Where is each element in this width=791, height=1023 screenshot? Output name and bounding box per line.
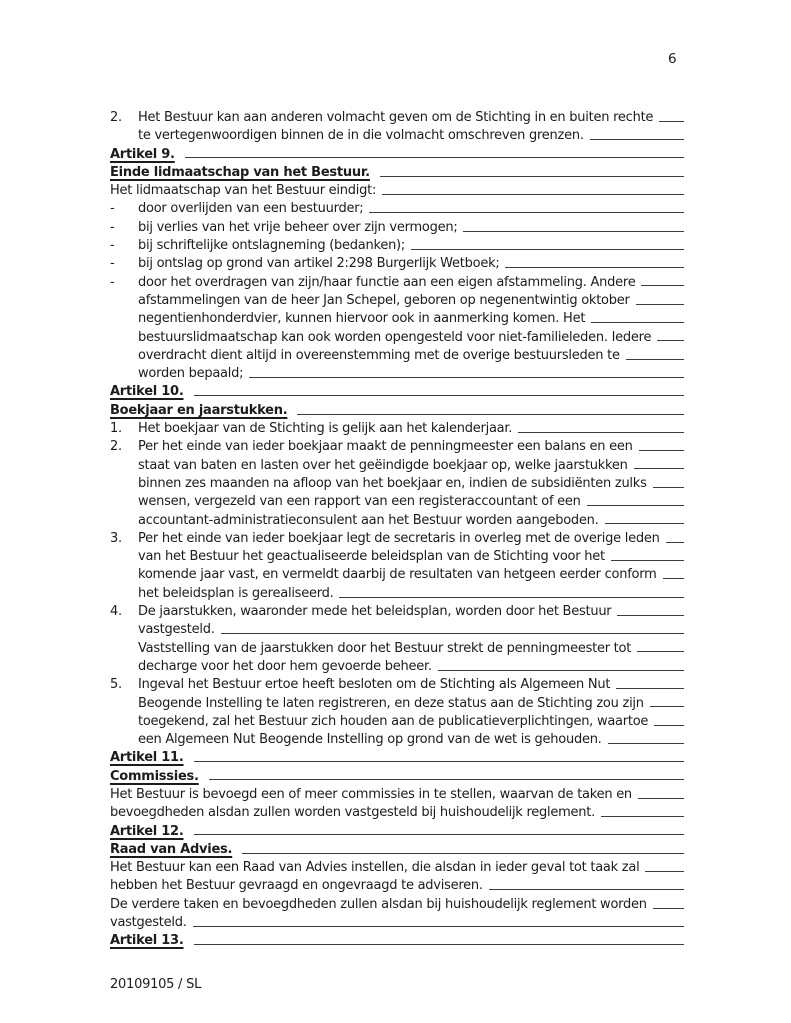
list-marker: 2. [110, 439, 122, 455]
text-line [110, 310, 684, 328]
text-line [110, 255, 684, 273]
fill-line [382, 182, 684, 195]
fill-line [369, 200, 684, 213]
line-text: accountant-administratieconsulent aan het Bestuur worden aangeboden. [138, 512, 599, 528]
line-text: bij schriftelijke ontslagneming (bedanken); [138, 238, 406, 254]
line-text: Vaststelling van de jaarstukken door het Bestuur strekt de penningmeester tot [138, 640, 632, 656]
fill-line [605, 512, 684, 525]
list-marker: 2. [110, 110, 122, 125]
fill-line [590, 127, 684, 140]
heading-line [110, 841, 684, 859]
text-line [110, 200, 684, 218]
line-text: toegekend, zal het Bestuur zich houden aan de publicatieverplichtingen, waartoe [138, 713, 649, 729]
line-text: decharge voor het door hem gevoerde beheer. [138, 658, 432, 674]
fill-line [339, 585, 684, 598]
line-text: Ingeval het Bestuur ertoe heeft besloten om de Stichting als Algemeen Nut [138, 677, 611, 693]
line-text: staat van baten en lasten over het geëindigde boekjaar op, welke jaarstukken [138, 457, 628, 473]
heading-line [110, 383, 684, 401]
text-line [110, 438, 684, 456]
text-line [110, 896, 684, 914]
line-text: te vertegenwoordigen binnen de in die volmacht omschreven grenzen. [138, 128, 584, 144]
heading-line [110, 146, 684, 164]
heading-line [110, 823, 684, 841]
fill-line [591, 310, 684, 323]
fill-line [249, 365, 684, 378]
heading-line [110, 402, 684, 420]
text-line [110, 530, 684, 548]
line-text: wensen, vergezeld van een rapport van een registeraccountant of een [138, 494, 581, 510]
fill-line [641, 274, 684, 287]
fill-line [657, 329, 684, 342]
list-marker: - [110, 274, 115, 290]
line-text: bevoegdheden alsdan zullen worden vastgesteld bij huishoudelijk reglement. [110, 805, 596, 821]
fill-line [193, 914, 684, 927]
fill-line [608, 731, 684, 744]
fill-line [221, 621, 684, 634]
fill-line [626, 347, 684, 360]
line-text: bij ontslag op grond van artikel 2:298 Burgerlijk Wetboek; [138, 256, 500, 272]
line-text: Het Bestuur is bevoegd een of meer commissies in te stellen, waarvan de taken en [110, 786, 632, 802]
fill-line [601, 804, 684, 817]
line-text: Het Bestuur kan aan anderen volmacht geven om de Stichting in en buiten rechte [138, 110, 654, 125]
line-text: Commissies. [110, 768, 199, 784]
list-marker: - [110, 201, 115, 217]
fill-line [616, 676, 684, 689]
fill-line [654, 713, 684, 726]
text-line [110, 914, 684, 932]
text-line [110, 292, 684, 310]
line-text: Per het einde van ieder boekjaar maakt de penningmeester een balans en een [138, 439, 633, 455]
line-text: Artikel 11. [110, 750, 184, 766]
fill-line [653, 475, 684, 488]
list-marker: - [110, 256, 115, 272]
line-text: afstammelingen van de heer Jan Schepel, geboren op negenentwintig oktober [138, 292, 630, 308]
text-line [110, 219, 684, 237]
list-marker: - [110, 238, 115, 254]
line-text: Artikel 13. [110, 933, 184, 949]
fill-line [634, 457, 684, 470]
line-text: De verdere taken en bevoegdheden zullen alsdan bij huishoudelijk reglement worden [110, 896, 647, 912]
fill-line [617, 603, 684, 616]
fill-line [194, 823, 684, 836]
line-text: Beogende Instelling te laten registreren, en deze status aan de Stichting zou zijn [138, 695, 644, 711]
text-line [110, 877, 684, 895]
fill-line [463, 219, 684, 232]
line-text: door overlijden van een bestuurder; [138, 201, 364, 217]
line-text: binnen zes maanden na afloop van het boekjaar en, indien de subsidiënten zulks [138, 475, 647, 491]
text-line [110, 676, 684, 694]
text-line [110, 347, 684, 365]
text-line [110, 859, 684, 877]
text-line [110, 585, 684, 603]
line-text: Einde lidmaatschap van het Bestuur. [110, 164, 370, 180]
line-text: een Algemeen Nut Beogende Instelling op grond van de wet is gehouden. [138, 732, 602, 748]
line-text: Het boekjaar van de Stichting is gelijk aan het kalenderjaar. [138, 421, 513, 437]
fill-line [209, 768, 684, 781]
fill-line [242, 841, 684, 854]
text-line [110, 493, 684, 511]
line-text: komende jaar vast, en vermeldt daarbij de resultaten van hetgeen eerder conform [138, 567, 657, 583]
list-marker: - [110, 219, 115, 235]
page-number: 6 [668, 51, 677, 67]
line-text: worden bepaald; [138, 366, 244, 382]
fill-line [587, 493, 684, 506]
fill-line [438, 658, 684, 671]
line-text: hebben het Bestuur gevraagd en ongevraagd te adviseren. [110, 878, 483, 894]
fill-line [659, 109, 684, 122]
line-text: Per het einde van ieder boekjaar legt de secretaris in overleg met de overige leden [138, 530, 660, 546]
line-text: vastgesteld. [110, 915, 187, 931]
line-text: negentienhonderdvier, kunnen hiervoor ook in aanmerking komen. Het [138, 311, 586, 327]
fill-line [489, 877, 684, 890]
fill-line [645, 859, 684, 872]
fill-line [637, 640, 684, 653]
text-line [110, 127, 684, 145]
text-line [110, 548, 684, 566]
list-marker: 3. [110, 530, 122, 546]
line-text: Artikel 12. [110, 823, 184, 839]
heading-line [110, 768, 684, 786]
fill-line [185, 146, 684, 159]
line-text: Artikel 10. [110, 384, 184, 400]
line-text: De jaarstukken, waaronder mede het beleidsplan, worden door het Bestuur [138, 604, 612, 620]
line-text: bestuurslidmaatschap kan ook worden opengesteld voor niet-familieleden. Iedere [138, 329, 652, 345]
text-line [110, 713, 684, 731]
fill-line [636, 292, 684, 305]
fill-line [666, 530, 684, 543]
fill-line [297, 402, 684, 415]
line-text: Het lidmaatschap van het Bestuur eindigt: [110, 183, 377, 199]
line-text: Artikel 9. [110, 146, 175, 162]
heading-line [110, 749, 684, 767]
text-line [110, 658, 684, 676]
text-line [110, 512, 684, 530]
fill-line [194, 383, 684, 396]
list-marker: 4. [110, 604, 122, 620]
fill-line [663, 566, 684, 579]
text-line [110, 804, 684, 822]
fill-line [639, 438, 684, 451]
list-marker: 5. [110, 677, 122, 693]
footer-reference: 20109105 / SL [110, 977, 202, 992]
fill-line [194, 749, 684, 762]
text-line [110, 457, 684, 475]
fill-line [650, 695, 684, 708]
text-line [110, 640, 684, 658]
fill-line [611, 548, 684, 561]
line-text: Het Bestuur kan een Raad van Advies instellen, die alsdan in ieder geval tot taak zal [110, 860, 640, 876]
heading-line [110, 164, 684, 182]
text-line [110, 365, 684, 383]
line-text: overdracht dient altijd in overeenstemming met de overige bestuursleden te [138, 347, 620, 363]
text-line [110, 274, 684, 292]
text-line [110, 731, 684, 749]
text-line [110, 786, 684, 804]
line-text: bij verlies van het vrije beheer over zijn vermogen; [138, 219, 458, 235]
fill-line [638, 786, 684, 799]
text-line [110, 566, 684, 584]
document-body [110, 109, 684, 951]
text-line [110, 237, 684, 255]
fill-line [411, 237, 684, 250]
line-text: Raad van Advies. [110, 841, 233, 857]
text-line [110, 420, 684, 438]
text-line [110, 182, 684, 200]
line-text: door het overdragen van zijn/haar functie aan een eigen afstammeling. Andere [138, 274, 636, 290]
text-line [110, 475, 684, 493]
text-line [110, 603, 684, 621]
fill-line [518, 420, 684, 433]
text-line [110, 109, 684, 127]
fill-line [194, 932, 684, 945]
fill-line [380, 164, 684, 177]
text-line [110, 695, 684, 713]
text-line [110, 621, 684, 639]
list-marker: 1. [110, 421, 122, 437]
line-text: Boekjaar en jaarstukken. [110, 402, 288, 418]
line-text: van het Bestuur het geactualiseerde beleidsplan van de Stichting voor het [138, 549, 605, 565]
fill-line [505, 255, 684, 268]
line-text: het beleidsplan is gerealiseerd. [138, 585, 334, 601]
heading-line [110, 932, 684, 950]
fill-line [653, 896, 684, 909]
line-text: vastgesteld. [138, 622, 215, 638]
text-line [110, 329, 684, 347]
